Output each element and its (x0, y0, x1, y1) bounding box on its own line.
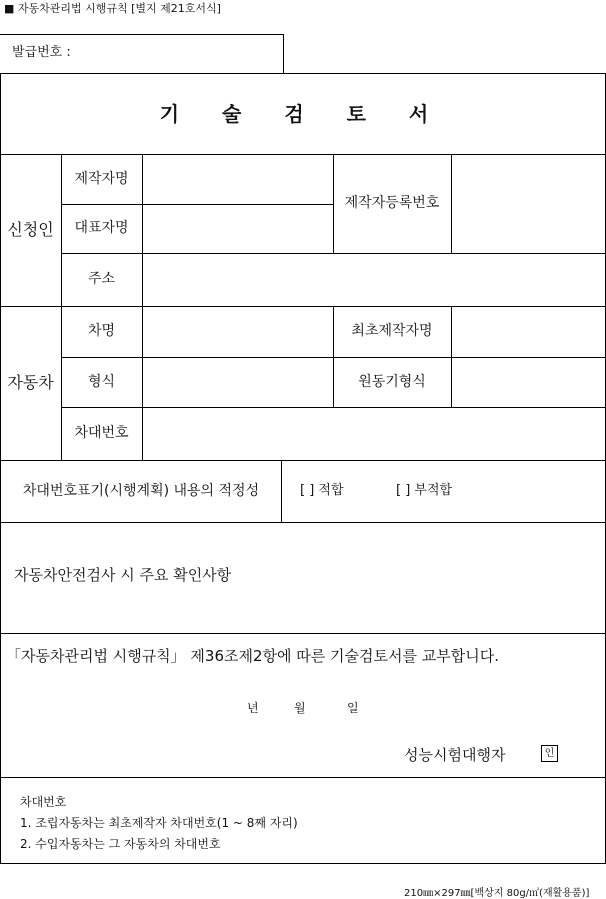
note-item: 1. 조립자동차는 최초제작자 차대번호(1 ~ 8째 자리) (20, 816, 298, 830)
inspection-label: 자동차안전검사 시 주요 확인사항 (14, 566, 232, 585)
issue-number-field[interactable] (90, 36, 276, 70)
date-day: 일 (347, 701, 359, 715)
engine-type-field[interactable] (453, 359, 603, 405)
maker-registration-label: 제작자등록번호 (344, 195, 440, 212)
issuance-statement: 「자동차관리법 시행규칙」 제36조제2항에 따른 기술검토서를 교부합니다. (6, 647, 499, 666)
note-item: 2. 수입자동차는 그 자동차의 차대번호 (20, 837, 221, 851)
date-year: 년 (247, 701, 259, 715)
vehicle-group-label: 자동차 (7, 372, 54, 392)
first-maker-label: 최초제작자명 (351, 323, 433, 340)
maker-registration-field[interactable] (453, 156, 603, 251)
conformity-label: 차대번호표기(시행계획) 내용의 적정성 (22, 482, 260, 499)
notes-title: 차대번호 (20, 795, 67, 809)
vehicle-name-field[interactable] (144, 308, 331, 355)
engine-type-label: 원동기형식 (358, 373, 426, 390)
vin-field[interactable] (144, 409, 603, 458)
inspection-field[interactable] (4, 596, 602, 630)
vehicle-type-label: 형식 (87, 373, 116, 390)
first-maker-field[interactable] (453, 308, 603, 355)
applicant-group-label: 신청인 (7, 219, 54, 239)
address-label: 주소 (87, 271, 116, 288)
form-label: ■ 자동차관리법 시행규칙 [별지 제21호서식] (4, 2, 221, 15)
option-fit[interactable]: [ ] 적합 (300, 482, 344, 498)
document-title: 기 술 검 토 서 (159, 102, 447, 126)
address-field[interactable] (144, 255, 603, 304)
vehicle-name-label: 차명 (87, 323, 116, 340)
issue-number-label: 발급번호 : (12, 44, 71, 60)
date-month: 월 (294, 701, 306, 715)
vin-label: 차대번호 (74, 425, 129, 442)
seal-mark[interactable]: 인 (541, 745, 558, 762)
maker-name-label: 제작자명 (74, 170, 129, 187)
representative-field[interactable] (144, 206, 331, 251)
paper-spec-footer: 210㎜×297㎜[백상지 80g/㎡(재활용품)] (404, 888, 590, 899)
vehicle-type-field[interactable] (144, 359, 331, 405)
option-unfit[interactable]: [ ] 부적합 (396, 482, 453, 498)
representative-label: 대표자명 (74, 220, 129, 237)
maker-name-field[interactable] (144, 156, 331, 202)
signer-label: 성능시험대행자 (404, 746, 506, 764)
